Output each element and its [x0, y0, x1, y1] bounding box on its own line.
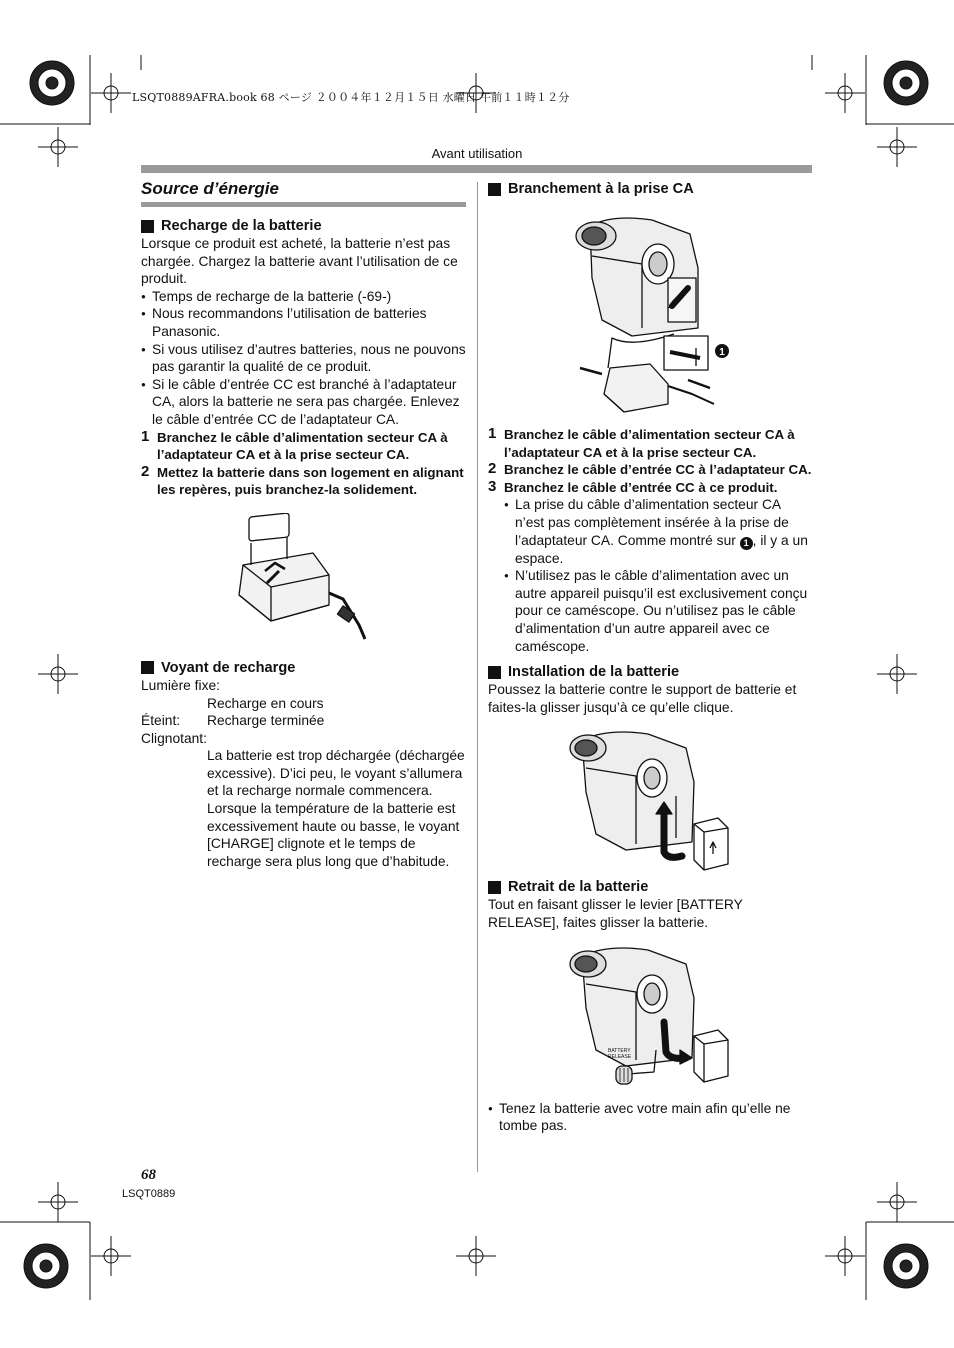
step-number: 1 — [488, 425, 497, 442]
document-code: LSQT0889 — [122, 1188, 176, 1200]
square-bullet-icon — [488, 183, 501, 196]
column-divider — [477, 182, 478, 1172]
heading-recharge-text: Recharge de la batterie — [161, 218, 322, 234]
voyant-blink-text-2: Lorsque la température de la batterie est excessivement haute ou basse, le voyant [CHARGE] clignote et le temps de recharge sera plus long que d’habitude. — [207, 801, 460, 869]
battery-removal-illustration — [568, 942, 738, 1092]
recharge-step-1 — [141, 429, 466, 464]
square-bullet-icon — [141, 220, 154, 233]
figure-battery-label: BATTERY — [608, 1047, 631, 1054]
square-bullet-icon — [141, 661, 154, 674]
marker-1-icon: 1 — [740, 537, 753, 550]
section-label: Avant utilisation — [431, 146, 523, 161]
recharge-bullet-4: ● Si le câble d’entrée CC est branché à l’adaptateur CA, alors la batterie ne sera pas chargée. Enlevez le câble d’entrée CC de l’adaptateur CA. — [141, 376, 466, 429]
voyant-fixed-text: Recharge en cours — [207, 695, 324, 711]
branchement-step-2 — [488, 461, 812, 479]
step-text: Branchez le câble d’entrée CC à l’adaptateur CA. — [504, 462, 812, 478]
bullet-text-pre: La prise du câble d’alimentation secteur CA n’est pas complètement insérée à la prise de l’adaptateur CA. Comme montré sur — [515, 497, 789, 548]
heading-installation — [488, 663, 812, 681]
heading-installation-text: Installation de la batterie — [508, 664, 680, 681]
heading-retrait-text: Retrait de la batterie — [508, 879, 649, 896]
recharge-bullet-1: ● Temps de recharge de la batterie (-69-) — [141, 288, 466, 306]
heading-voyant-text: Voyant de recharge — [161, 659, 296, 676]
heading-branchement — [488, 180, 812, 198]
recharge-bullet-2: ● Nous recommandons l’utilisation de batteries Panasonic. — [141, 305, 466, 340]
left-column — [141, 178, 466, 870]
battery-install-illustration — [568, 726, 738, 872]
voyant-blink-text-1: La batterie est trop déchargée (déchargée excessive). D’ici peu, le voyant s’allumera et la recharge normale commencera. — [207, 748, 465, 799]
top-rule — [141, 165, 812, 173]
recharge-step-2 — [141, 464, 466, 499]
voyant-off-label: Éteint: — [141, 713, 181, 729]
step-text: Mettez la batterie dans son logement en alignant les repères, puis branchez-la solidement. — [157, 464, 464, 498]
square-bullet-icon — [488, 881, 501, 894]
starburst-bottom-right-icon — [884, 1244, 928, 1288]
page-number: 68 — [141, 1167, 156, 1183]
step-text: Branchez le câble d’alimentation secteur CA à l’adaptateur CA et à la prise secteur CA. — [504, 427, 795, 460]
step-number: 2 — [488, 460, 497, 478]
step-number: 3 — [488, 477, 497, 495]
charger-illustration — [231, 513, 381, 651]
figure-marker: 1 — [719, 347, 725, 358]
right-column — [488, 178, 812, 1135]
bullet-text-post: , il y a un espace. — [515, 532, 808, 566]
step-text: Branchez le câble d’entrée CC à ce produit. — [504, 479, 778, 495]
step-number: 2 — [141, 462, 150, 480]
starburst-bottom-left-icon — [24, 1244, 68, 1288]
step-number: 1 — [141, 427, 150, 445]
branchement-bullet-1 — [504, 496, 812, 567]
voyant-off-row — [141, 712, 466, 730]
step-text: Branchez le câble d’alimentation secteur CA à l’adaptateur CA et à la prise secteur CA. — [157, 429, 448, 463]
recharge-intro: Lorsque ce produit est acheté, la batterie n’est pas chargée. Chargez la batterie avant l’utilisation de ce produit. — [141, 236, 458, 287]
heading-retrait — [488, 878, 812, 896]
starburst-top-left-icon — [30, 61, 74, 105]
voyant-off-text: Recharge terminée — [207, 713, 325, 729]
retrait-text: Tout en faisant glisser le levier [BATTERY RELEASE], faites glisser la batterie. — [488, 897, 743, 930]
figure-release-label: RELEASE — [608, 1053, 632, 1060]
voyant-blink-label: Clignotant: — [141, 730, 207, 746]
print-header: LSQT0889AFRA.book 68 ページ ２００４年１２月１５日 水曜日 午前１１時１２分 — [132, 91, 570, 104]
retrait-bullet: ● Tenez la batterie avec votre main afin qu’elle ne tombe pas. — [488, 1100, 812, 1135]
square-bullet-icon — [488, 666, 501, 679]
heading-branchement-text: Branchement à la prise CA — [508, 181, 694, 197]
branchement-step-1 — [488, 426, 812, 461]
voyant-fixed-label: Lumière fixe: — [141, 677, 220, 693]
heading-voyant — [141, 659, 466, 677]
ac-connection-illustration — [572, 208, 772, 422]
page-title: Source d’énergie — [141, 178, 466, 207]
heading-recharge — [141, 217, 466, 235]
branchement-notes — [488, 496, 812, 655]
branchement-step-3 — [488, 479, 812, 497]
installation-text: Poussez la batterie contre le support de batterie et faites-la glisser jusqu’à ce qu’elle clique. — [488, 682, 797, 715]
starburst-top-right-icon — [884, 61, 928, 105]
branchement-bullet-2: ● N’utilisez pas le câble d’alimentation avec un autre appareil puisqu’il est exclusivement conçu pour ce caméscope. Ou n’utilisez pas le câble d’alimentation d’un autre appareil avec ce caméscope. — [504, 567, 812, 655]
recharge-bullet-3: ● Si vous utilisez d’autres batteries, nous ne pouvons pas garantir la qualité de ce produit. — [141, 341, 466, 376]
